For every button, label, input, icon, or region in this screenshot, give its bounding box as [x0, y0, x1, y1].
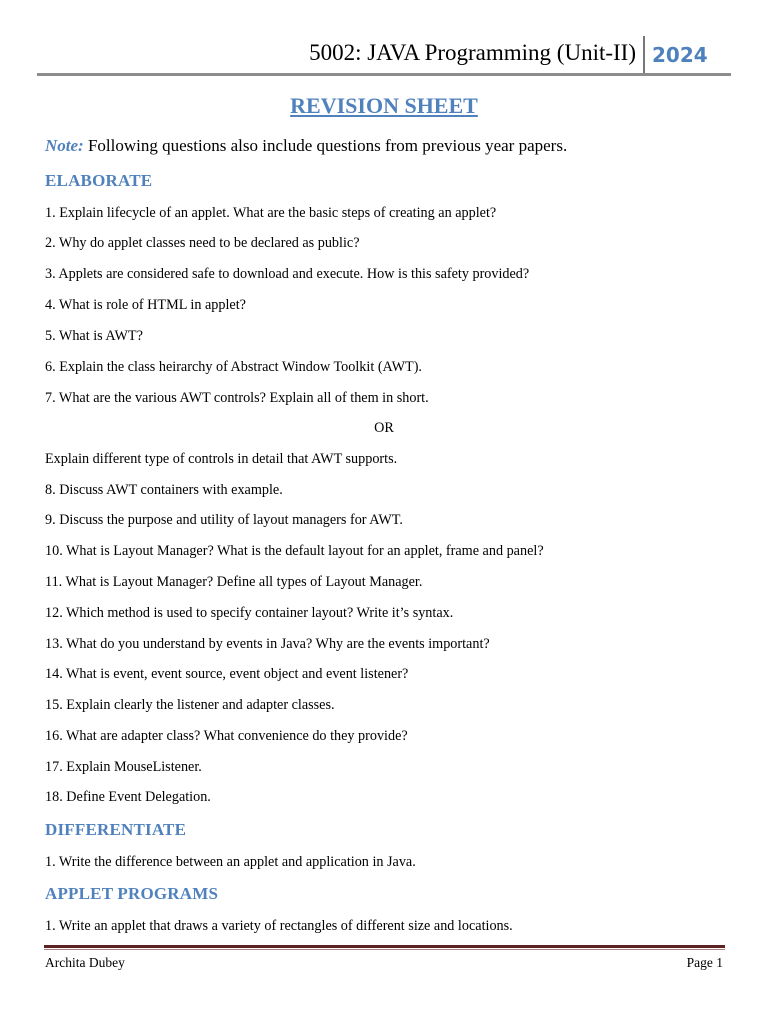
- header-year: 2024: [652, 43, 708, 67]
- footer-author: Archita Dubey: [45, 955, 125, 970]
- question-item: Explain different type of controls in detail that AWT supports.: [45, 451, 398, 467]
- section-heading-applet-programs: APPLET PROGRAMS: [45, 884, 219, 903]
- question-item: 18. Define Event Delegation.: [45, 789, 211, 805]
- footer-rule-thin: [44, 949, 725, 950]
- question-item: 11. What is Layout Manager? Define all types of Layout Manager.: [45, 574, 423, 590]
- question-item: 7. What are the various AWT controls? Explain all of them in short.: [45, 390, 429, 406]
- note-text: Following questions also include questions from previous year papers.: [83, 136, 568, 155]
- question-item: 9. Discuss the purpose and utility of layout managers for AWT.: [45, 512, 403, 528]
- question-item: 5. What is AWT?: [45, 328, 143, 344]
- section-heading-elaborate: ELABORATE: [45, 171, 153, 190]
- page-title: REVISION SHEET: [290, 93, 478, 118]
- header-bar: [37, 34, 730, 74]
- question-item: 14. What is event, event source, event object and event listener?: [45, 666, 409, 682]
- question-item: 4. What is role of HTML in applet?: [45, 297, 246, 313]
- footer-page-number: Page 1: [686, 955, 723, 970]
- question-item: 1. Explain lifecycle of an applet. What are the basic steps of creating an applet?: [45, 205, 497, 221]
- question-item: 16. What are adapter class? What convenience do they provide?: [45, 728, 408, 744]
- question-item: 12. Which method is used to specify container layout? Write it’s syntax.: [45, 605, 454, 621]
- question-item: 6. Explain the class heirarchy of Abstract Window Toolkit (AWT).: [45, 359, 422, 375]
- question-item: 13. What do you understand by events in Java? Why are the events important?: [45, 636, 490, 652]
- question-item: 8. Discuss AWT containers with example.: [45, 482, 283, 498]
- note: [45, 136, 567, 156]
- question-item: 1. Write an applet that draws a variety of rectangles of different size and locations.: [45, 918, 513, 934]
- section-heading-differentiate: DIFFERENTIATE: [45, 820, 187, 839]
- question-item: 2. Why do applet classes need to be declared as public?: [45, 235, 360, 251]
- question-item: 1. Write the difference between an applet and application in Java.: [45, 854, 416, 870]
- note-label: Note:: [45, 136, 84, 155]
- question-item: 3. Applets are considered safe to download and execute. How is this safety provided?: [45, 266, 530, 282]
- or-separator: OR: [374, 420, 394, 436]
- question-item: 15. Explain clearly the listener and adapter classes.: [45, 697, 335, 713]
- header-rule: [37, 73, 731, 76]
- question-item: 17. Explain MouseListener.: [45, 759, 202, 775]
- question-item: 10. What is Layout Manager? What is the default layout for an applet, frame and panel?: [45, 543, 544, 559]
- footer-rule: [44, 945, 725, 948]
- header-title: 5002: JAVA Programming (Unit-II): [309, 40, 636, 65]
- header-separator: [643, 36, 645, 74]
